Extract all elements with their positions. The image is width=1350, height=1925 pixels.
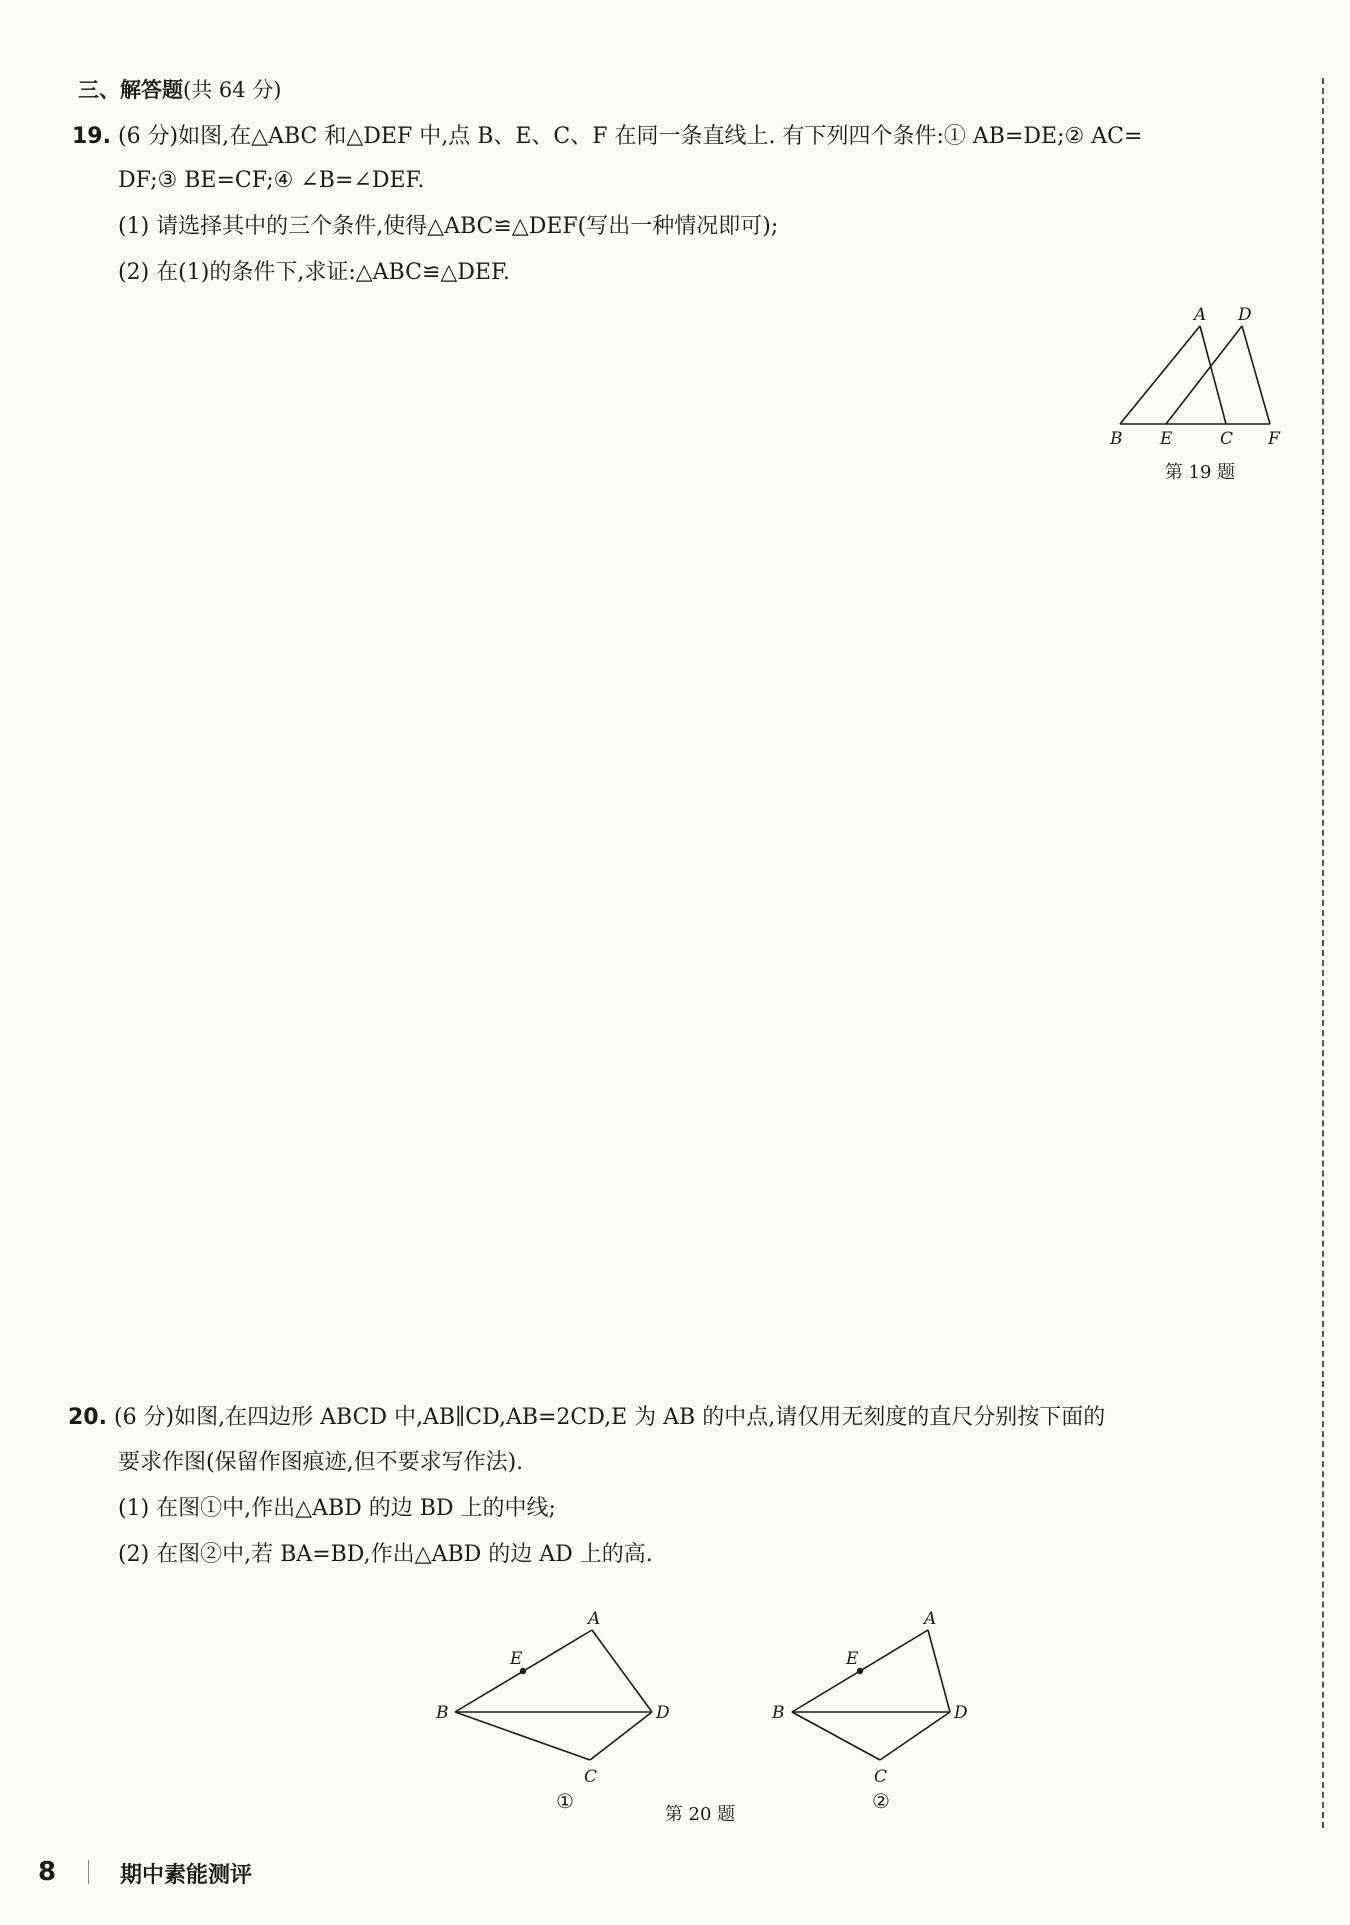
fig1-label-e: E	[510, 1649, 523, 1669]
label-c: C	[1220, 429, 1234, 449]
fig2-label: ②	[872, 1789, 890, 1813]
q19-number: 19.	[72, 124, 111, 149]
fig1-side-ad	[592, 1630, 652, 1712]
section-title-text: 三、解答题	[78, 78, 183, 102]
q20-part1: (1) 在图①中,作出△ABD 的边 BD 上的中线;	[118, 1496, 556, 1521]
side-df	[1242, 326, 1270, 424]
fig1-label-a: A	[588, 1609, 601, 1629]
fig2-side-ad	[928, 1630, 950, 1712]
q19-figure-lines	[1120, 326, 1270, 424]
q20-number: 20.	[68, 1405, 107, 1430]
q19-stem-2: DF;③ BE=CF;④ ∠B=∠DEF.	[118, 168, 425, 193]
fig2-label-e: E	[846, 1649, 859, 1669]
q20-figure	[420, 1590, 980, 1815]
label-f: F	[1268, 429, 1280, 449]
q20-figure-1	[435, 1609, 670, 1813]
q20-figure-2	[771, 1609, 968, 1813]
section-score: (共 64 分)	[183, 78, 282, 102]
fig2-label-a: A	[924, 1609, 937, 1629]
q19-line1	[72, 122, 1142, 152]
fig2-label-d: D	[954, 1703, 968, 1723]
label-d: D	[1238, 305, 1252, 325]
fig1-side-bc	[455, 1712, 590, 1760]
fig2-side-bc	[792, 1712, 880, 1760]
section-title	[78, 74, 281, 104]
fig2-side-cd	[880, 1712, 950, 1760]
fig1-label-b: B	[436, 1703, 449, 1723]
fig1-side-cd	[590, 1712, 652, 1760]
fig1-label-d: D	[656, 1703, 670, 1723]
fig1-label-c: C	[584, 1767, 598, 1787]
fig1-label: ①	[556, 1789, 574, 1813]
footer-title: 期中素能测评	[120, 1863, 253, 1888]
q19-figure	[1100, 300, 1300, 460]
side-ab	[1120, 326, 1200, 424]
q19-caption: 第 19 题	[1164, 462, 1236, 483]
binding-dashed-line	[1322, 78, 1324, 1828]
q20-line1	[68, 1403, 1105, 1433]
label-a: A	[1194, 305, 1207, 325]
fig2-label-b: B	[772, 1703, 785, 1723]
q19-part2: (2) 在(1)的条件下,求证:△ABC≌△DEF.	[118, 260, 510, 285]
page-number: 8	[38, 1857, 57, 1887]
label-b: B	[1110, 429, 1123, 449]
q19-stem-1: (6 分)如图,在△ABC 和△DEF 中,点 B、E、C、F 在同一条直线上. 有下列四个条件:① AB=DE;② AC=	[117, 124, 1143, 149]
q20-stem-2: 要求作图(保留作图痕迹,但不要求写作法).	[118, 1450, 524, 1475]
q20-caption: 第 20 题	[664, 1804, 736, 1825]
q19-part1: (1) 请选择其中的三个条件,使得△ABC≌△DEF(写出一种情况即可);	[118, 214, 779, 239]
fig2-label-c: C	[874, 1767, 888, 1787]
footer-divider	[88, 1860, 89, 1884]
q20-stem-1: (6 分)如图,在四边形 ABCD 中,AB∥CD,AB=2CD,E 为 AB 的中点,请仅用无刻度的直尺分别按下面的	[113, 1405, 1106, 1430]
label-e: E	[1160, 429, 1173, 449]
q20-part2: (2) 在图②中,若 BA=BD,作出△ABD 的边 AD 上的高.	[118, 1542, 653, 1567]
